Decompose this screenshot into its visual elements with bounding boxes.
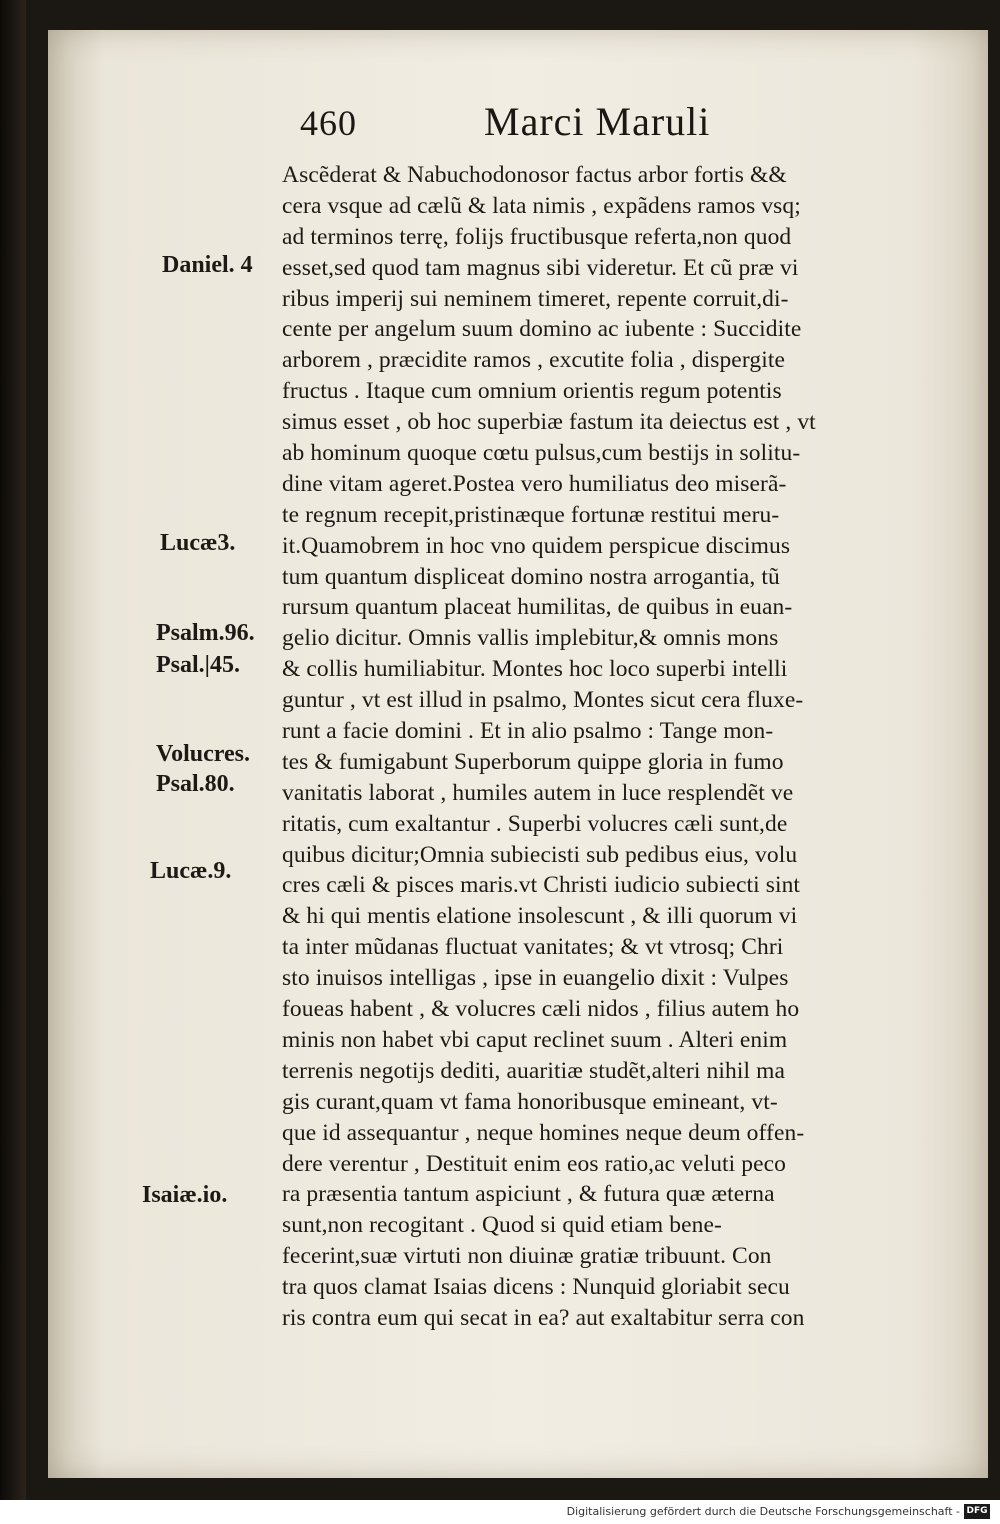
text-line: ribus imperij sui neminem timeret, repente corruit,di- [282,285,789,312]
margin-note-luke-3: Lucæ3. [160,530,236,556]
text-line: te regnum recepit,pristinæque fortunæ restitui meru- [282,501,780,528]
text-line: dine vitam ageret.Postea vero humiliatus deo miserã- [282,470,787,497]
text-line: tes & fumigabunt Superborum quippe gloria in fumo [282,748,784,775]
text-line: ab hominum quoque cœtu pulsus,cum bestijs in solitu- [282,440,801,467]
text-line: arborem , præcidite ramos , excutite folia , dispergite [282,347,785,374]
text-line: sto inuisos intelligas , ipse in euangelio dixit : Vulpes [282,965,789,992]
text-line: vanitatis laborat , humiles autem in luce resplendẽt ve [282,779,794,806]
text-line: runt a facie domini . Et in alio psalmo : Tange mon- [282,718,774,745]
margin-note-luke-9: Lucæ.9. [150,858,232,884]
text-line: ritatis, cum exaltantur . Superbi volucres cæli sunt,de [282,810,788,837]
text-line: it.Quamobrem in hoc vno quidem perspicue discimus [282,532,791,559]
text-line: guntur , vt est illud in psalmo, Montes sicut cera fluxe- [282,687,804,714]
text-line: simus esset , ob hoc superbiæ fastum ita deiectus est , vt [282,409,816,436]
dfg-logo: DFG [964,1504,990,1519]
text-line: tum quantum displiceat domino nostra arrogantia, tũ [282,563,780,590]
text-line: foueas habent , & volucres cæli nidos , filius autem ho [282,996,800,1023]
text-line: cera vsque ad cælũ & lata nimis , expãdens ramos vsq; [282,192,801,219]
text-line: que id assequantur , neque homines neque deum offen- [282,1119,805,1146]
text-line: quibus dicitur;Omnia subiecisti sub pedibus eius, volu [282,841,798,868]
body-text [282,160,942,1334]
text-line: gis curant,quam vt fama honoribusque emineant, vt- [282,1088,778,1115]
page-number: 460 [300,103,357,143]
margin-note-psalm-96: Psalm.96. [156,620,255,646]
text-line: ta inter mũdanas fluctuat vanitates; & vt vtrosq; Chri [282,934,784,961]
funding-credit: Digitalisierung gefördert durch die Deutsche Forschungsgemeinschaft - [566,1505,960,1518]
text-line: dere verentur , Destituit enim eos ratio,ac veluti peco [282,1150,787,1177]
text-line: ris contra eum qui secat in ea? aut exaltabitur serra con [282,1304,805,1331]
text-line: ad terminos terrę, folijs fructibusque referta,non quod [282,223,792,250]
margin-note-isaiah-10: Isaiæ.io. [142,1182,228,1208]
text-line: esset,sed quod tam magnus sibi videretur. Et cũ præ vi [282,254,799,281]
margin-note-psalm-80: Psal.80. [156,771,235,797]
margin-note-daniel: Daniel. 4 [162,252,253,278]
margin-note-psalm-45: Psal.|45. [156,652,240,678]
text-line: terrenis negotijs dediti, auaritiæ studẽt,alteri nihil ma [282,1057,785,1084]
text-line: Ascẽderat & Nabuchodonosor factus arbor fortis && [282,162,787,188]
text-line: cres cæli & pisces maris.vt Christi iudicio subiecti sint [282,872,801,899]
text-line: fecerint,suæ virtuti non diuinæ gratiæ tribuunt. Con [282,1243,772,1270]
text-line: gelio dicitur. Omnis vallis implebitur,& omnis mons [282,625,779,652]
text-line: fructus . Itaque cum omnium orientis regum potentis [282,378,782,405]
page-header [300,98,940,148]
footer-bar [0,1500,1000,1524]
text-line: ra præsentia tantum aspiciunt , & futura quæ æterna [282,1181,775,1208]
text-line: & hi qui mentis elatione insolescunt , & illi quorum vi [282,903,798,930]
running-title: Marci Maruli [484,99,711,144]
text-line: sunt,non recogitant . Quod si quid etiam bene- [282,1212,722,1239]
text-line: tra quos clamat Isaias dicens : Nunquid gloriabit secu [282,1274,790,1301]
text-line: rursum quantum placeat humilitas, de quibus in euan- [282,594,793,621]
text-line: cente per angelum suum domino ac iubente : Succidite [282,316,802,343]
text-line: & collis humiliabitur. Montes hoc loco superbi intelli [282,656,788,683]
margin-note-volucres: Volucres. [156,741,251,767]
book-spine [0,0,26,1500]
text-line: minis non habet vbi caput reclinet suum . Alteri enim [282,1026,788,1053]
